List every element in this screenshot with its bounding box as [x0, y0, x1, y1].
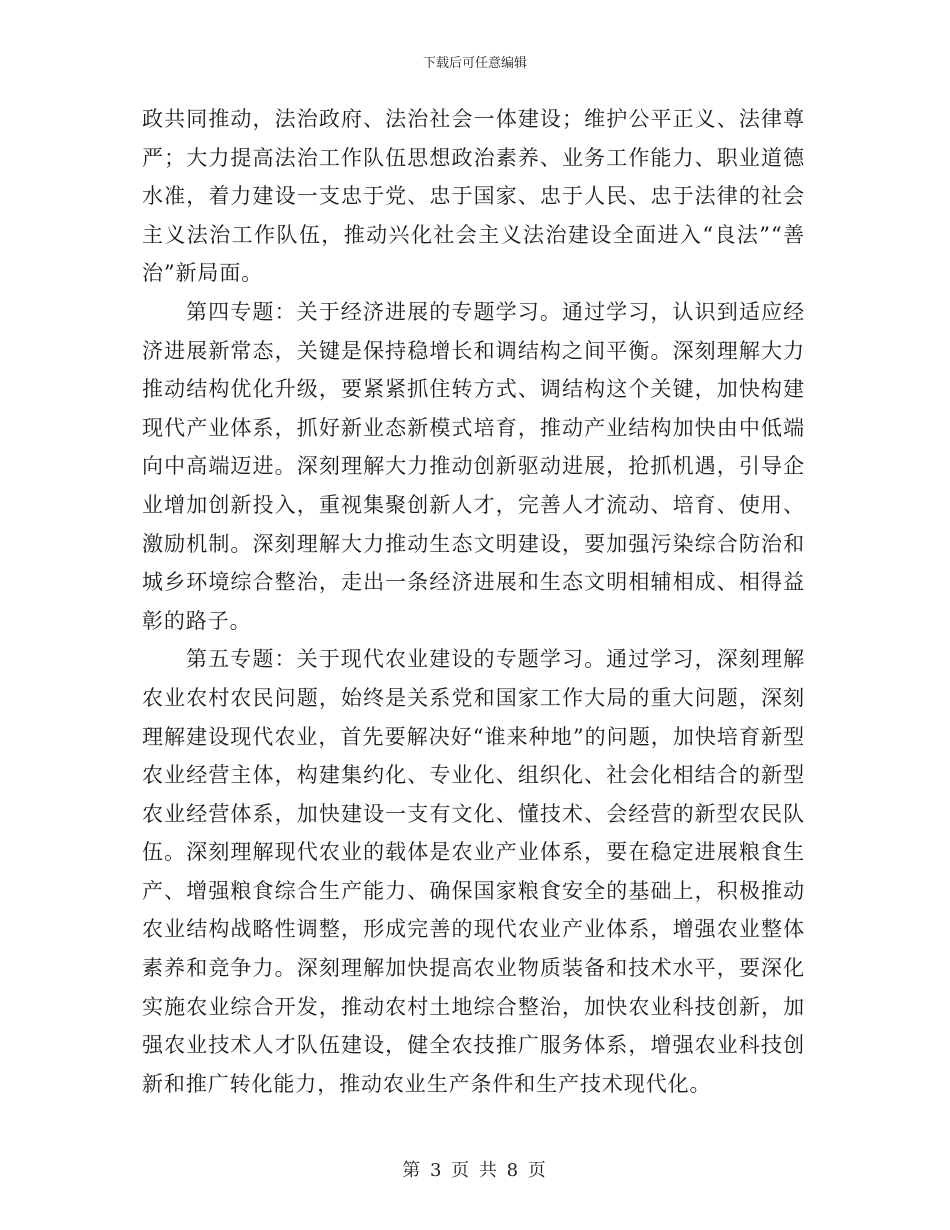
document-body: [142, 100, 805, 1103]
paragraph-topic-five: 第五专题：关于现代农业建设的专题学习。通过学习，深刻理解农业农村农民问题，始终是关系党和国家工作大局的重大问题，深刻理解建设现代农业，首先要解决好“谁来种地”的问题，加快培育新型农业经营主体，构建集约化、专业化、组织化、社会化相结合的新型农业经营体系，加快建设一支有文化、懂技术、会经营的新型农民队伍。深刻理解现代农业的载体是农业产业体系，要在稳定进展粮食生产、增强粮食综合生产能力、确保国家粮食安全的基础上，积极推动农业结构战略性调整，形成完善的现代农业产业体系，增强农业整体素养和竞争力。深刻理解加快提高农业物质装备和技术水平，要深化实施农业综合开发，推动农村土地综合整治，加快农业科技创新，加强农业技术人才队伍建设，健全农技推广服务体系，增强农业科技创新和推广转化能力，推动农业生产条件和生产技术现代化。: [142, 647, 805, 1096]
paragraph-continuation: 政共同推动，法治政府、法治社会一体建设；维护公平正义、法律尊严；大力提高法治工作队伍思想政治素养、业务工作能力、职业道德水准，着力建设一支忠于党、忠于国家、忠于人民、忠于法律的社会主义法治工作队伍，推动兴化社会主义法治建设全面进入“良法”“善治”新局面。: [142, 107, 805, 286]
page-header-note: 下载后可任意编辑: [422, 56, 527, 71]
paragraph-topic-four: 第四专题：关于经济进展的专题学习。通过学习，认识到适应经济进展新常态，关键是保持稳增长和调结构之间平衡。深刻理解大力推动结构优化升级，要紧紧抓住转方式、调结构这个关键，加快构建现代产业体系，抓好新业态新模式培育，推动产业结构加快由中低端向中高端迈进。深刻理解大力推动创新驱动进展，抢抓机遇，引导企业增加创新投入，重视集聚创新人才，完善人才流动、培育、使用、激励机制。深刻理解大力推动生态文明建设，要加强污染综合防治和城乡环境综合整治，走出一条经济进展和生态文明相辅相成、相得益彰的路子。: [142, 299, 805, 633]
page-number-footer: 第 3 页 共 8 页: [402, 1160, 548, 1181]
